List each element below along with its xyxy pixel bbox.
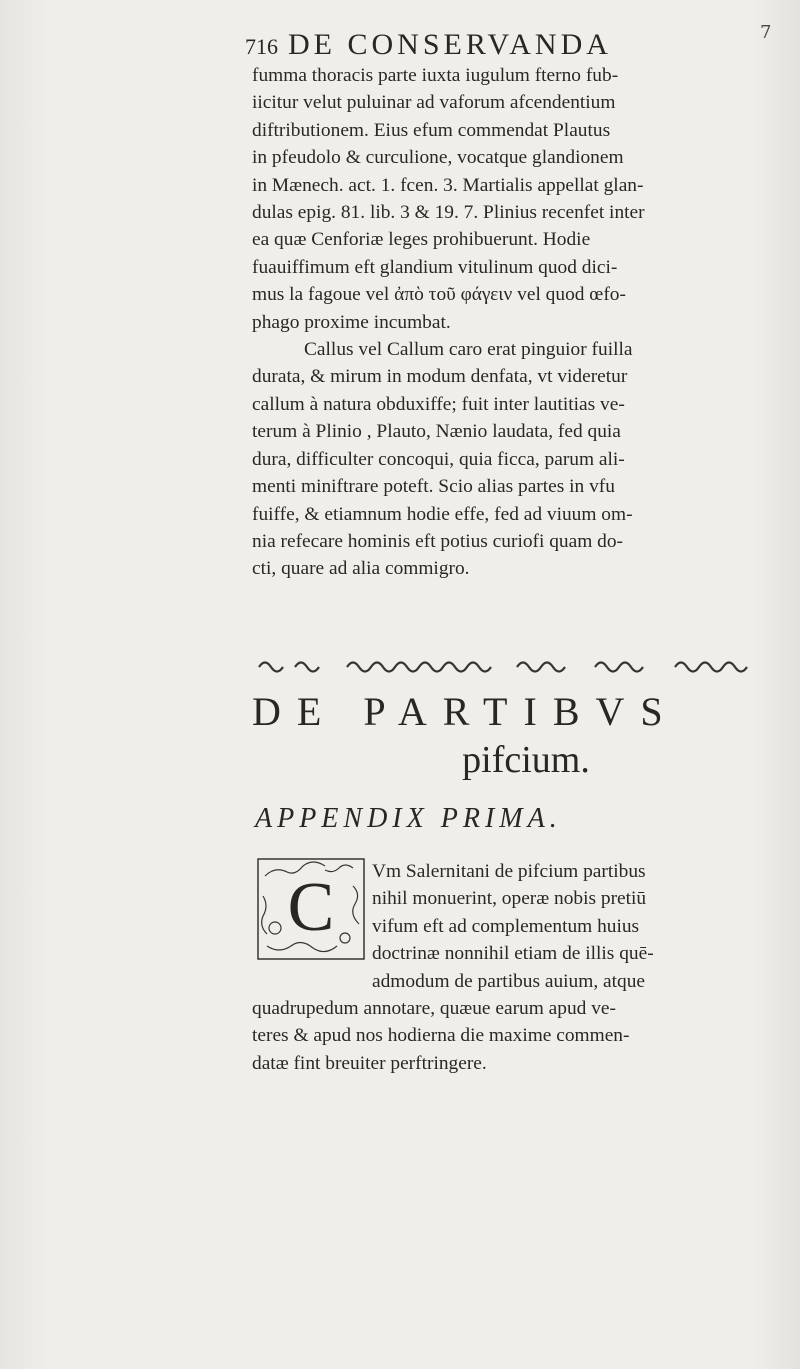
text-line: teres & apud nos hodierna die maxime commen- [252, 1025, 630, 1047]
text-line: dulas epig. 81. lib. 3 & 19. 7. Plinius recenfet inter [252, 202, 645, 224]
text-line: callum à natura obduxiffe; fuit inter lautitias ve- [252, 393, 625, 415]
text-line: mus la fagoue vel ἀπὸ τοῦ φάγειν vel quod œfo- [252, 284, 626, 306]
section-subtitle-wrap [0, 738, 800, 782]
section-subtitle: pifcium. [462, 739, 590, 781]
running-header [245, 28, 612, 62]
text-line: fuauiffimum eft glandium vitulinum quod dici- [252, 256, 618, 278]
text-line: fuiffe, & etiamnum hodie effe, fed ad viuum om- [252, 503, 633, 525]
corner-mark: 7 [760, 22, 772, 43]
text-line: iicitur velut puluinar ad vaforum afcendentium [252, 92, 616, 114]
section-title: DE PARTIBVS [252, 689, 679, 734]
text-line: cti, quare ad alia commigro. [252, 558, 470, 580]
decorated-initial-icon [255, 856, 367, 962]
text-line: menti miniftrare poteft. Scio alias partes in vfu [252, 476, 615, 498]
text-line: dura, difficulter concoqui, quia ficca, parum ali- [252, 448, 625, 470]
text-line: quadrupedum annotare, quæue earum apud ve- [252, 998, 616, 1019]
text-line: terum à Plinio , Plauto, Nænio laudata, fed quia [252, 421, 621, 443]
text-line: nia refecare hominis eft potius curiofi quam do- [252, 530, 623, 552]
page-number: 716 [245, 34, 278, 59]
text-line: Vm Salernitani de pifcium partibus [372, 861, 646, 882]
appendix-heading: APPENDIX PRIMA. [255, 803, 562, 834]
text-line: fumma thoracis parte iuxta iugulum fterno fub- [252, 65, 619, 86]
text-line: diftributionem. Eius efum commendat Plautus [252, 119, 611, 141]
text-line: in pfeudolo & curculione, vocatque glandionem [252, 147, 624, 169]
text-line: ea quæ Cenforiæ leges prohibuerunt. Hodie [252, 229, 591, 251]
text-line: Callus vel Callum caro erat pinguior fuilla [304, 339, 633, 361]
text-line: nihil monuerint, operæ nobis pretiū [372, 888, 647, 910]
text-line: phago proxime incumbat. [252, 311, 451, 333]
text-line: datæ fint breuiter perftringere. [252, 1052, 487, 1074]
main-paragraph [252, 62, 782, 583]
text-line: doctrinæ nonnihil etiam de illis quē- [372, 943, 654, 965]
ornament-divider-icon [255, 655, 775, 679]
intro-paragraph [372, 858, 782, 995]
running-title: DE CONSERVANDA [288, 28, 612, 61]
text-line: in Mænech. act. 1. fcen. 3. Martialis appellat glan- [252, 174, 644, 196]
svg-text:C: C [287, 869, 335, 946]
text-line: vifum eft ad complementum huius [372, 915, 640, 937]
text-line: durata, & mirum in modum denfata, vt videretur [252, 366, 628, 388]
text-line: admodum de partibus auium, atque [372, 970, 646, 992]
intro-paragraph-continued [252, 995, 782, 1077]
